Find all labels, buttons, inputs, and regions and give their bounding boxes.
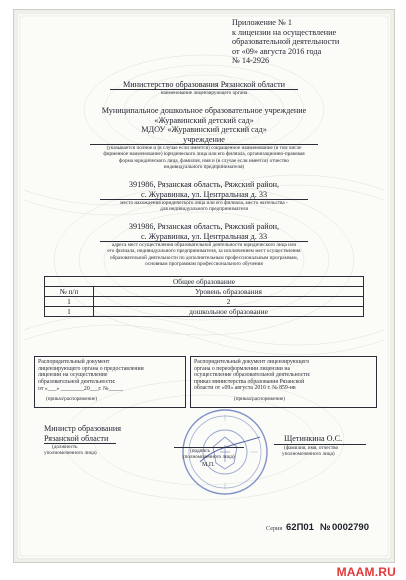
org-line-3: МДОУ «Журавинский детский сад» <box>141 125 267 134</box>
series-number: 0002790 <box>332 522 369 533</box>
grant-order-line-1: Распорядительный документ <box>38 359 110 365</box>
annex-line-2: к лицензии на осуществление <box>232 27 337 37</box>
table-title: Общее образование <box>45 277 364 287</box>
education-table <box>44 276 364 317</box>
org-caption-2: фирменное наименование) юридического лица или его филиала, организационно-правовая <box>103 151 305 158</box>
reissue-order-line-4: приказ министерства образования Рязанской <box>194 378 305 385</box>
table-row <box>45 307 364 317</box>
license-annex-sheet <box>13 9 395 563</box>
series-code: 62П01 <box>286 522 314 533</box>
signer-position-line-1: Министр образования <box>44 424 122 433</box>
org-line-1: Муниципальное дошкольное образовательное учреждение <box>101 106 307 115</box>
reissue-order-line-3: осуществление образовательной деятельности: <box>194 372 311 378</box>
org-line-4: учреждение <box>183 134 225 144</box>
signer-name: Щетинкина О.С. <box>284 434 343 443</box>
signer-name-caption-1: (фамилия, имя, отчество <box>284 445 339 451</box>
address-caption-2: для индивидуального предпринимателя <box>160 206 248 213</box>
activity-address-caption-2: его филиала, индивидуального предпринимателя, за исключением мест осуществления <box>107 248 301 255</box>
reissue-order-line-5: области от «09» августа 2016 г. № 859-нв <box>194 385 296 391</box>
grant-order-line-3: лицензии на осуществление <box>38 372 108 378</box>
reissue-order-line-1: Распорядительный документ лицензирующего <box>194 359 310 365</box>
activity-address-caption-4: основным программам профессионального обучения <box>145 260 263 267</box>
table-cell-level: дошкольное образование <box>94 307 364 317</box>
series-number-sign: № <box>320 522 331 533</box>
signer-position-caption-1: (должность <box>52 444 78 450</box>
activity-address-caption-1: адреса мест осуществления образовательной деятельности юридического лица или <box>111 242 297 248</box>
table-header-num: № п/п <box>45 287 94 297</box>
maam-watermark: MAAM.RU <box>336 565 396 579</box>
table-colnum-2: 2 <box>94 297 364 307</box>
table-colnum-1: 1 <box>45 297 94 307</box>
annex-line-1: Приложение № 1 <box>232 18 292 27</box>
annex-line-5: № 14-2926 <box>232 56 270 65</box>
grant-order-date-line: от «___» ________20___г. №_____ <box>38 386 124 392</box>
annex-line-4: от «09» августа 2016 года <box>232 46 322 56</box>
activity-address-line-2: с. Журавинка, ул. Центральная д. 33 <box>140 231 268 241</box>
signer-position-caption-2: уполномоченного лица) <box>44 450 97 457</box>
annex-line-3: образовательной деятельности <box>232 37 340 46</box>
signature-caption-1: (подпись <box>190 448 210 454</box>
reissue-order-caption: (приказ/распоряжение) <box>234 396 286 402</box>
address-line-2: с. Журавинка, ул. Центральная д. 33 <box>140 189 268 199</box>
grant-order-line-4: образовательной деятельности: <box>38 378 116 385</box>
grant-order-line-2: лицензирующего органа о предоставлении <box>38 365 144 372</box>
org-caption-3: форма юридического лица, фамилия, имя и (в случае если имеется) отчество <box>119 157 289 164</box>
authority-name: Министерство образования Рязанской области <box>122 80 286 89</box>
table-header-level: Уровень образования <box>94 287 364 297</box>
signer-position-line-2: Рязанской области <box>44 433 109 443</box>
address-caption-1: место нахождения юридического лица или его филиала, место жительства - <box>120 200 288 206</box>
series-label: Серия <box>266 525 283 532</box>
org-line-2: «Журавинский детский сад» <box>154 115 254 125</box>
grant-order-caption: (приказ/распоряжение) <box>46 396 98 402</box>
stamp-place-label: М.П. <box>202 462 215 468</box>
activity-address-line-1: 391986, Рязанская область, Ряжский район, <box>128 222 280 231</box>
signer-name-caption-2: уполномоченного лица) <box>282 451 335 458</box>
signature-caption-2: уполномоченного лица) <box>182 454 235 461</box>
table-cell-num: 1 <box>45 307 94 317</box>
authority-caption: наименование лицензирующего органа <box>160 90 248 96</box>
activity-address-caption-3: образовательной деятельности по дополнительным профессиональным программам, <box>109 254 298 261</box>
reissue-order-line-2: органа о переоформлении лицензии на <box>194 365 291 372</box>
address-line-1: 391986, Рязанская область, Ряжский район, <box>128 180 280 189</box>
org-caption-4: индивидуального предпринимателя) <box>163 163 245 170</box>
org-caption-1: (указывается полное и (в случае если имеется) сокращенное наименование (в том числе <box>106 145 302 151</box>
